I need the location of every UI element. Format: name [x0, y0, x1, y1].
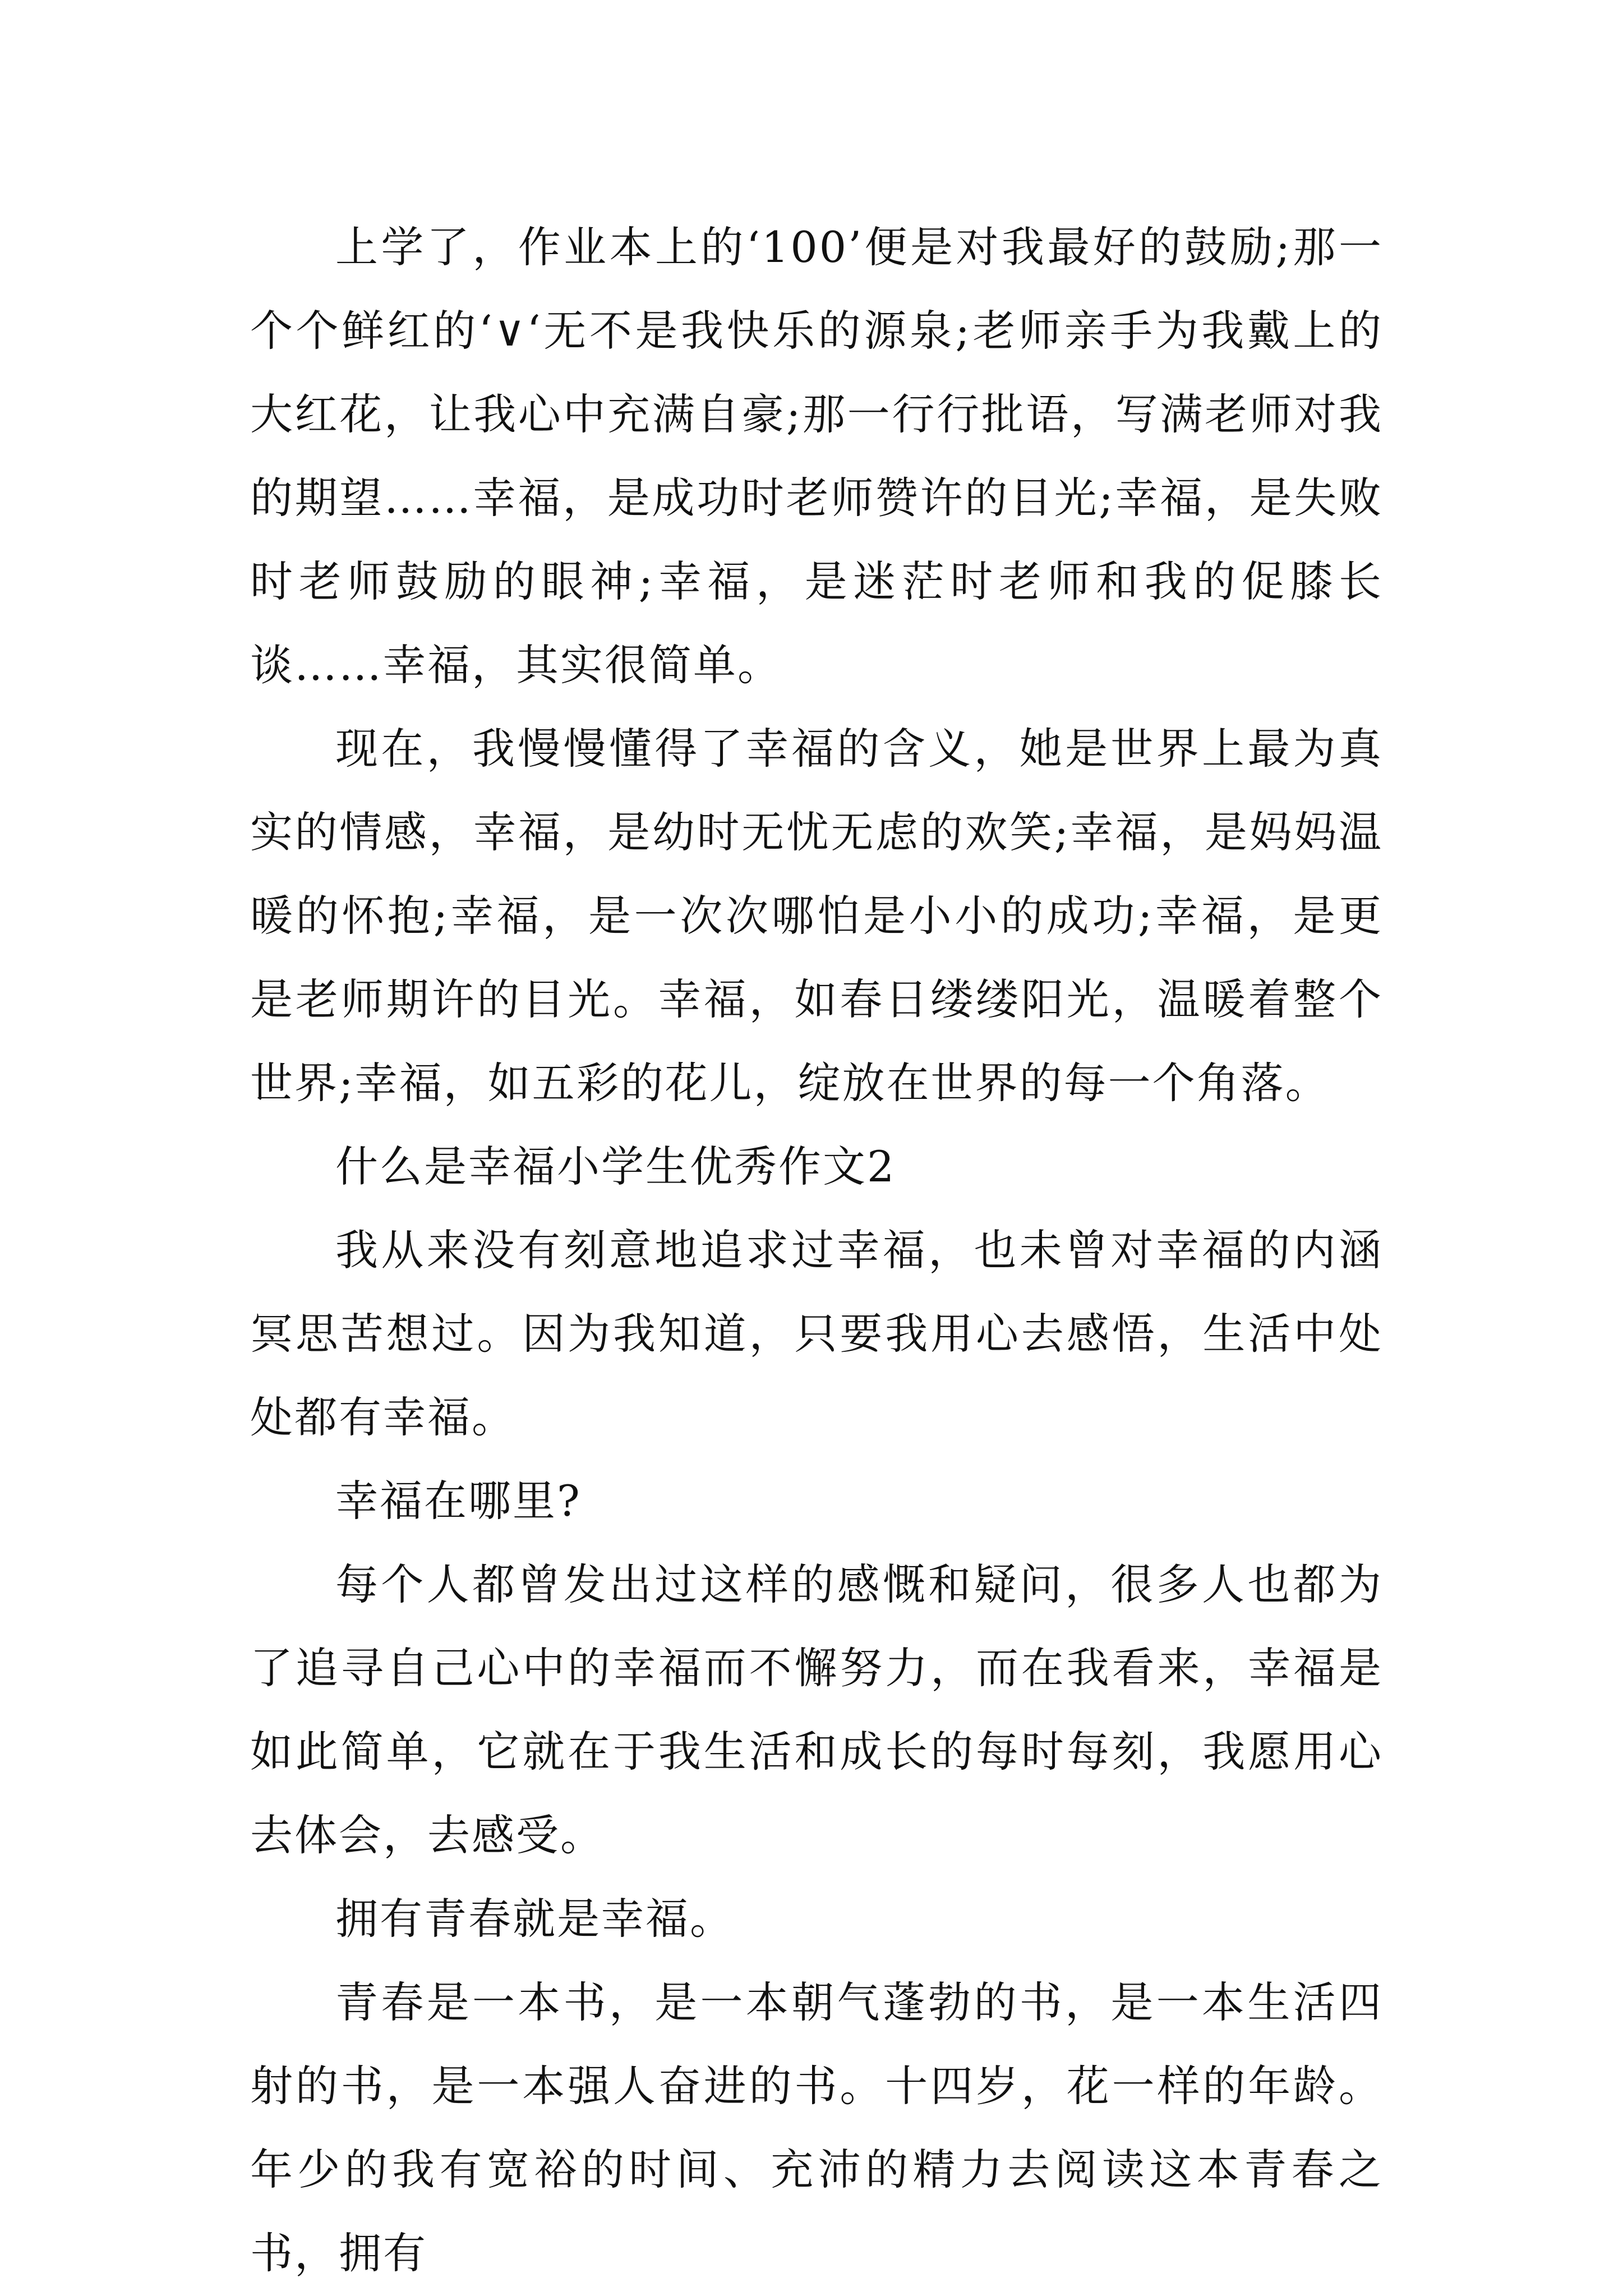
section-heading: 什么是幸福小学生优秀作文2: [335, 1142, 896, 1191]
paragraph-2: 现在，我慢慢懂得了幸福的含义，她是世界上最为真实的情感，幸福，是幼时无忧无虑的欢笑;幸福，是妈妈温暖的怀抱;幸福，是一次次哪怕是小小的成功;幸福，是更是老师期许的目光。幸福，如春日缕缕阳光，温暖着整个世界;幸福，如五彩的花儿，绽放在世界的每一个角落。: [250, 724, 1383, 1108]
paragraph-1: 上学了，作业本上的‘100’便是对我最好的鼓励;那一个个鲜红的‘∨‘无不是我快乐的源泉;老师亲手为我戴上的大红花，让我心中充满自豪;那一行行批语，写满老师对我的期望……幸福，是成功时老师赞许的目光;幸福，是失败时老师鼓励的眼神;幸福，是迷茫时老师和我的促膝长谈……幸福，其实很简单。: [250, 222, 1383, 690]
paragraph-5: 每个人都曾发出过这样的感慨和疑问，很多人也都为了追寻自己心中的幸福而不懈努力，而在我看来，幸福是如此简单，它就在于我生活和成长的每时每刻，我愿用心去体会，去感受。: [250, 1559, 1383, 1860]
paragraph-4: 幸福在哪里?: [335, 1476, 582, 1526]
paragraph-7: 青春是一本书，是一本朝气蓬勃的书，是一本生活四射的书，是一本强人奋进的书。十四岁，花一样的年龄。年少的我有宽裕的时间、充沛的精力去阅读这本青春之书，拥有: [250, 1977, 1383, 2278]
document-body: [250, 205, 1383, 2295]
paragraph-6: 拥有青春就是幸福。: [335, 1894, 734, 1944]
paragraph-3: 我从来没有刻意地追求过幸福，也未曾对幸福的内涵冥思苦想过。因为我知道，只要我用心去感悟，生活中处处都有幸福。: [250, 1225, 1383, 1442]
